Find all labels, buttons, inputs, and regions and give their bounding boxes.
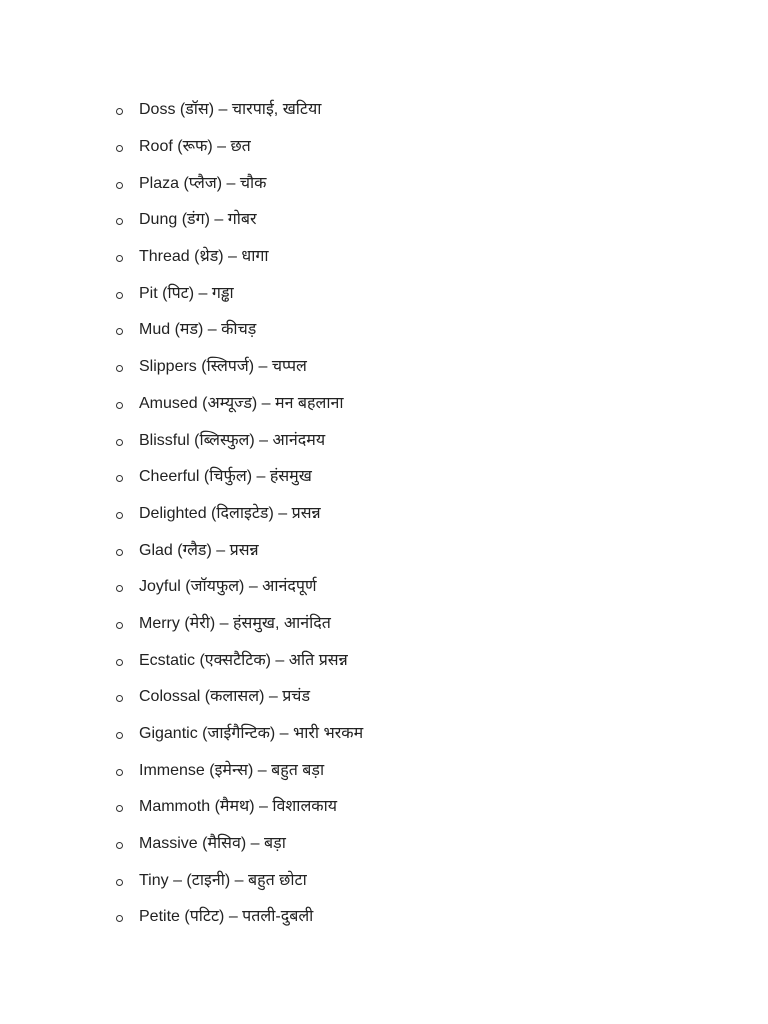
list-item	[112, 532, 732, 569]
list-item-text: Dung (डंग) – गोबर	[139, 211, 257, 229]
list-item	[112, 826, 732, 863]
circle-bullet-icon	[112, 179, 139, 189]
list-item	[112, 752, 732, 789]
circle-bullet-icon	[112, 729, 139, 739]
list-item-text: Tiny – (टाइनी) – बहुत छोटा	[139, 871, 307, 889]
circle-bullet-icon	[112, 546, 139, 556]
list-item	[112, 239, 732, 276]
list-item	[112, 92, 732, 129]
list-item-text: Slippers (स्लिपर्ज) – चप्पल	[139, 358, 307, 376]
list-item	[112, 679, 732, 716]
circle-bullet-icon	[112, 436, 139, 446]
list-item	[112, 202, 732, 239]
list-item-text: Doss (डॉस) – चारपाई, खटिया	[139, 101, 322, 119]
circle-bullet-icon	[112, 766, 139, 776]
circle-bullet-icon	[112, 215, 139, 225]
list-item	[112, 606, 732, 643]
list-item	[112, 642, 732, 679]
list-item-text: Plaza (प्लैज) – चौक	[139, 174, 267, 192]
list-item-text: Gigantic (जाईगैन्टिक) – भारी भरकम	[139, 725, 364, 743]
circle-bullet-icon	[112, 839, 139, 849]
circle-bullet-icon	[112, 252, 139, 262]
list-item-text: Immense (इमेन्स) – बहुत बड़ा	[139, 761, 325, 779]
list-item-text: Cheerful (चिर्फुल) – हंसमुख	[139, 468, 312, 486]
circle-bullet-icon	[112, 142, 139, 152]
list-item-text: Amused (अम्यूज्ड) – मन बहलाना	[139, 394, 344, 412]
circle-bullet-icon	[112, 289, 139, 299]
circle-bullet-icon	[112, 472, 139, 482]
list-item	[112, 422, 732, 459]
list-item	[112, 459, 732, 496]
circle-bullet-icon	[112, 876, 139, 886]
circle-bullet-icon	[112, 802, 139, 812]
list-item-text: Merry (मेरी) – हंसमुख, आनंदित	[139, 614, 331, 632]
list-item	[112, 496, 732, 533]
list-item	[112, 275, 732, 312]
circle-bullet-icon	[112, 656, 139, 666]
circle-bullet-icon	[112, 912, 139, 922]
list-item	[112, 165, 732, 202]
list-item	[112, 716, 732, 753]
vocabulary-list	[112, 92, 732, 936]
list-item-text: Blissful (ब्लिस्फुल) – आनंदमय	[139, 431, 326, 449]
circle-bullet-icon	[112, 619, 139, 629]
list-item-text: Delighted (दिलाइटेड) – प्रसन्न	[139, 504, 321, 522]
circle-bullet-icon	[112, 509, 139, 519]
list-item-text: Pit (पिट) – गड्ढा	[139, 284, 234, 302]
list-item	[112, 349, 732, 386]
list-item	[112, 899, 732, 936]
list-item-text: Mammoth (मैमथ) – विशालकाय	[139, 798, 337, 816]
list-item	[112, 386, 732, 423]
list-item	[112, 789, 732, 826]
list-item-text: Mud (मड) – कीचड़	[139, 321, 257, 339]
circle-bullet-icon	[112, 582, 139, 592]
circle-bullet-icon	[112, 362, 139, 372]
circle-bullet-icon	[112, 325, 139, 335]
circle-bullet-icon	[112, 399, 139, 409]
list-item-text: Thread (थ्रेड) – धागा	[139, 248, 269, 266]
list-item-text: Massive (मैसिव) – बड़ा	[139, 835, 286, 853]
list-item-text: Roof (रूफ) – छत	[139, 138, 251, 156]
list-item-text: Ecstatic (एक्सटैटिक) – अति प्रसन्न	[139, 651, 348, 669]
list-item	[112, 312, 732, 349]
circle-bullet-icon	[112, 692, 139, 702]
list-item-text: Colossal (कलासल) – प्रचंड	[139, 688, 311, 706]
list-item-text: Joyful (जॉयफुल) – आनंदपूर्ण	[139, 578, 317, 596]
list-item	[112, 129, 732, 166]
list-item	[112, 569, 732, 606]
circle-bullet-icon	[112, 105, 139, 115]
list-item-text: Petite (पटिट) – पतली-दुबली	[139, 908, 314, 926]
list-item	[112, 862, 732, 899]
list-item-text: Glad (ग्लैड) – प्रसन्न	[139, 541, 259, 559]
